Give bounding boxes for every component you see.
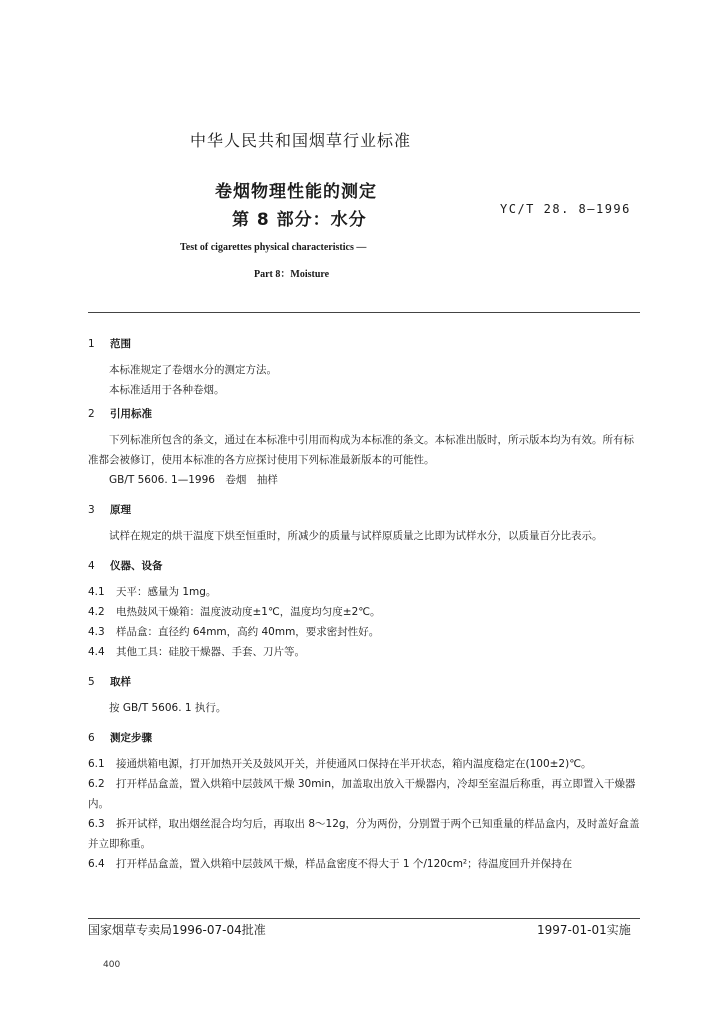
section-heading (88, 728, 640, 748)
section-number: 1 (88, 338, 95, 350)
clause-number: 4.4 (88, 646, 105, 658)
section-heading (88, 556, 640, 576)
section-number: 6 (88, 732, 95, 744)
english-title-line2: Part 8：Moisture (254, 269, 330, 280)
clause (88, 814, 640, 854)
section-number: 4 (88, 560, 95, 572)
clause-number: 6.3 (88, 818, 105, 830)
clause-text: 样品盒：直径约 64mm，高约 40mm，要求密封性好。 (116, 626, 380, 638)
clause (88, 754, 640, 774)
section-heading (88, 672, 640, 692)
section-title: 取样 (110, 676, 131, 688)
clause-text: 打开样品盒盖，置入烘箱中层鼓风干燥，样品盒密度不得大于 1 个/120cm²；待温度回升并保持在 (116, 858, 573, 870)
approval-date: 国家烟草专卖局1996-07-04批准 (88, 923, 266, 937)
clause-number: 6.4 (88, 858, 105, 870)
document-title-line2: 第 8 部分：水分 (232, 210, 367, 230)
clause (88, 774, 640, 814)
document-title-line1: 卷烟物理性能的测定 (215, 182, 377, 202)
section-number: 5 (88, 676, 95, 688)
section-title: 范围 (110, 338, 131, 350)
clause (88, 602, 640, 622)
clause (88, 622, 640, 642)
clause (88, 854, 640, 874)
clause-text: 电热鼓风干燥箱：温度波动度±1℃，温度均匀度±2℃。 (116, 606, 381, 618)
section-title: 原理 (110, 504, 131, 516)
paragraph: 本标准适用于各种卷烟。 (109, 384, 225, 396)
section-title: 仪器、设备 (110, 560, 163, 572)
clause-number: 4.3 (88, 626, 105, 638)
clause-text: 打开样品盒盖，置入烘箱中层鼓风干燥 30min，加盖取出放入干燥器内，冷却至室温后称重，再立即置入干燥器内。 (88, 778, 636, 810)
section-heading (88, 334, 640, 354)
footer-divider (88, 918, 640, 919)
clause-number: 4.2 (88, 606, 105, 618)
effective-date: 1997-01-01实施 (537, 923, 631, 937)
clause-text: 其他工具：硅胶干燥器、手套、刀片等。 (116, 646, 305, 658)
section-number: 2 (88, 408, 95, 420)
paragraph: 本标准规定了卷烟水分的测定方法。 (109, 364, 277, 376)
standard-number: YC/T 28. 8—1996 (500, 202, 631, 216)
clause-text: 拆开试样，取出烟丝混合均匀后，再取出 8～12g，分为两份，分别置于两个已知重量的样品盒内，及时盖好盒盖并立即称重。 (88, 818, 640, 850)
document-body (88, 330, 640, 874)
clause-number: 6.2 (88, 778, 105, 790)
english-title-line1: Test of cigarettes physical characteristics — (180, 242, 367, 253)
section-heading (88, 500, 640, 520)
header-divider (88, 312, 640, 313)
clause-text: 天平：感量为 1mg。 (116, 586, 217, 598)
paragraph: 下列标准所包含的条文，通过在本标准中引用而构成为本标准的条文。本标准出版时，所示版本均为有效。所有标准都会被修订，使用本标准的各方应探讨使用下列标准最新版本的可能性。 (88, 434, 634, 466)
reference-entry: GB/T 5606. 1—1996 卷烟 抽样 (109, 474, 278, 486)
section-title: 测定步骤 (110, 732, 152, 744)
section-heading (88, 404, 640, 424)
page-number: 400 (103, 960, 121, 970)
paragraph: 按 GB/T 5606. 1 执行。 (109, 702, 227, 714)
issuing-authority: 中华人民共和国烟草行业标准 (190, 131, 412, 150)
section-number: 3 (88, 504, 95, 516)
clause-number: 4.1 (88, 586, 105, 598)
paragraph: 试样在规定的烘干温度下烘至恒重时，所减少的质量与试样原质量之比即为试样水分，以质量百分比表示。 (109, 530, 603, 542)
section-title: 引用标准 (110, 408, 152, 420)
clause-number: 6.1 (88, 758, 105, 770)
clause (88, 582, 640, 602)
clause (88, 642, 640, 662)
clause-text: 接通烘箱电源，打开加热开关及鼓风开关，并使通风口保持在半开状态，箱内温度稳定在(100±2)℃。 (116, 758, 592, 770)
